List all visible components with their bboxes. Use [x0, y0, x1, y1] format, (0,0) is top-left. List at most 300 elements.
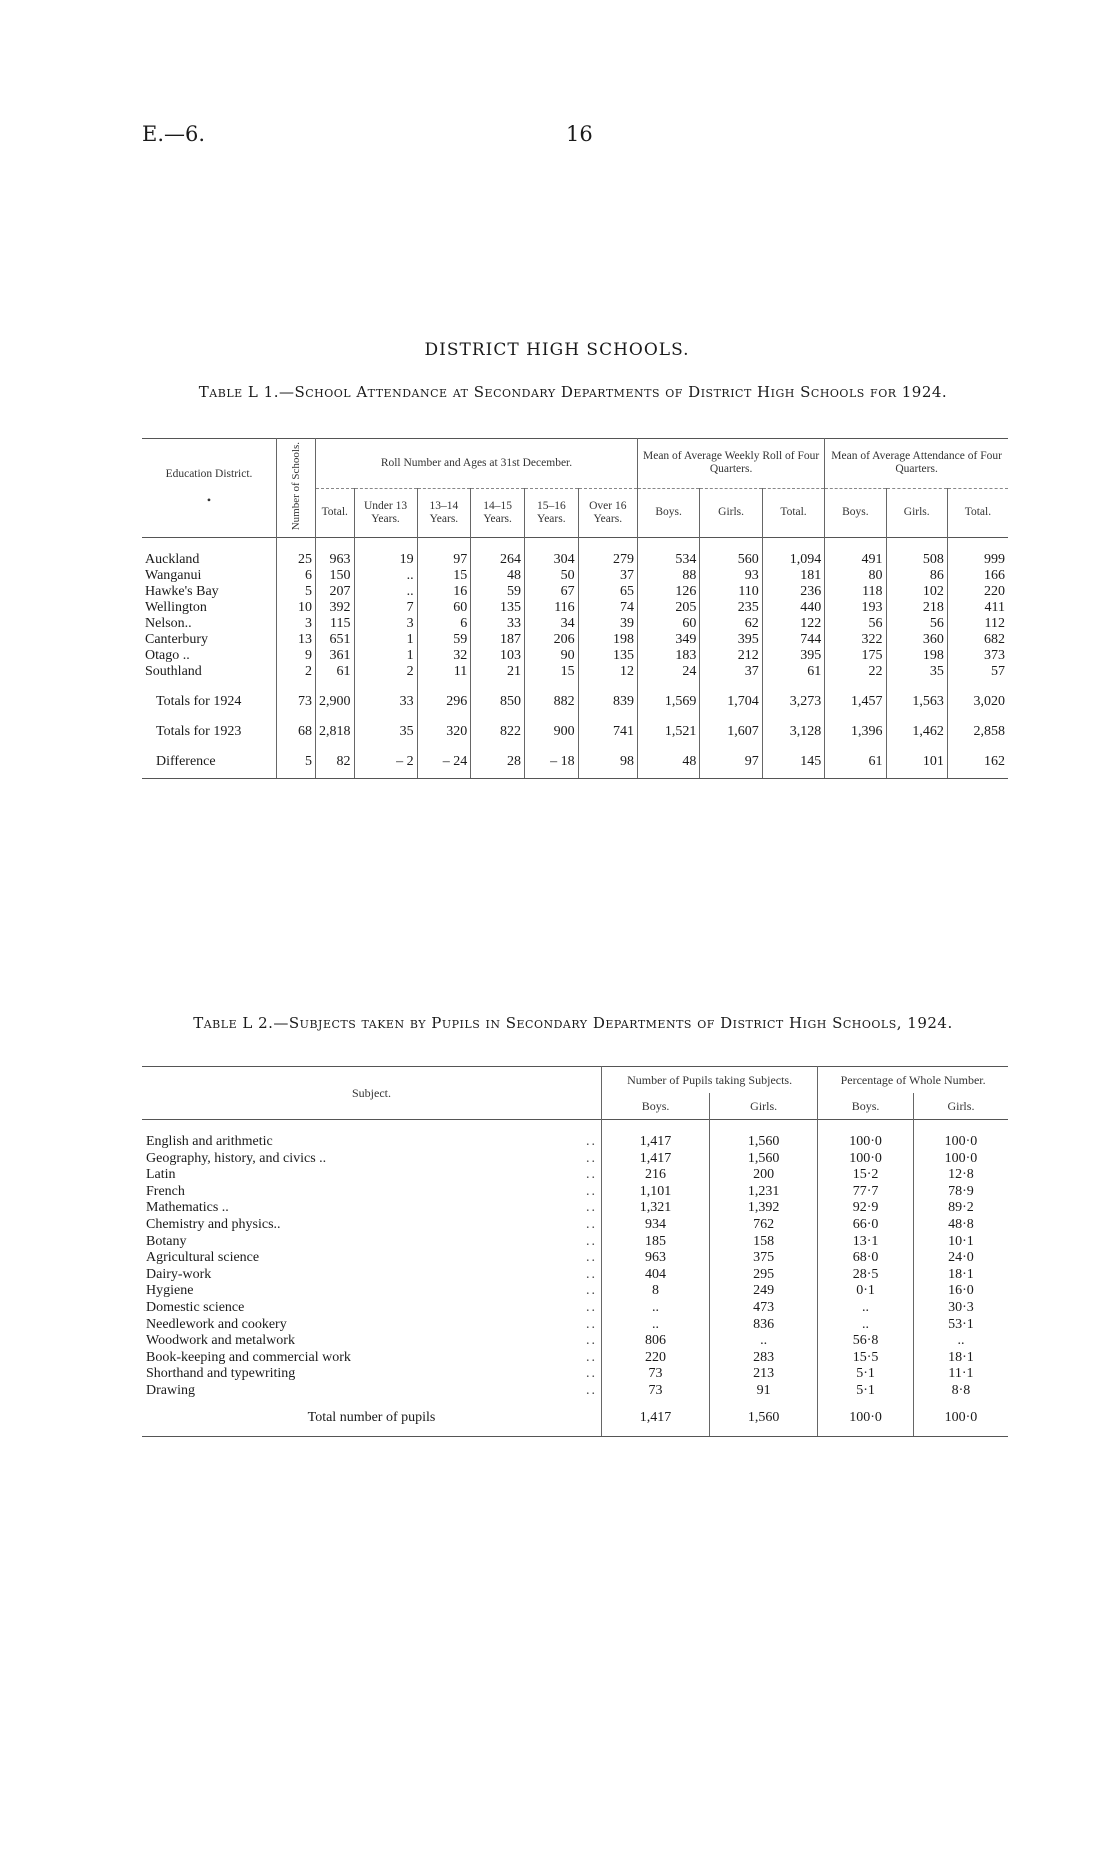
- table-cell: 18·1: [913, 1267, 1008, 1284]
- dot-leaders: ..: [586, 1382, 597, 1398]
- table-cell: 60: [417, 600, 471, 616]
- table-cell: 10: [277, 600, 316, 616]
- table-cell: 61: [762, 664, 824, 680]
- table-cell: 28: [471, 740, 525, 779]
- subject-cell: [142, 1333, 602, 1350]
- table-cell: 1,462: [886, 710, 947, 740]
- subject-label: Book-keeping and commercial work: [146, 1349, 351, 1365]
- subject-cell: [142, 1200, 602, 1217]
- table-row: [142, 616, 1008, 632]
- col-header: Boys.: [602, 1093, 710, 1120]
- table-cell: 3,128: [762, 710, 824, 740]
- table-cell: 220: [947, 584, 1008, 600]
- table-cell: 35: [886, 664, 947, 680]
- table-cell: ..: [602, 1300, 710, 1317]
- table-cell: 110: [700, 584, 762, 600]
- table-row: [142, 1217, 1008, 1234]
- table-cell: 88: [637, 568, 699, 584]
- table-cell: 21: [471, 664, 525, 680]
- table-cell: 207: [316, 584, 355, 600]
- table-cell: 181: [762, 568, 824, 584]
- subject-cell: [142, 1350, 602, 1367]
- table-cell: 118: [825, 584, 886, 600]
- table-cell: 212: [700, 648, 762, 664]
- dot-leaders: ..: [586, 1299, 597, 1315]
- table-cell: 59: [417, 632, 471, 648]
- dot-leaders: ..: [586, 1150, 597, 1166]
- table-cell: 360: [886, 632, 947, 648]
- table-cell: 882: [524, 680, 578, 710]
- table-cell: 98: [578, 740, 637, 779]
- subject-cell: [142, 1250, 602, 1267]
- table-row: [142, 538, 1008, 569]
- col-header: Total.: [947, 488, 1008, 538]
- col-header: Under 13 Years.: [354, 488, 417, 538]
- table-cell: 682: [947, 632, 1008, 648]
- table-cell: 15: [524, 664, 578, 680]
- table-cell: 1,321: [602, 1200, 710, 1217]
- table-cell: 91: [710, 1383, 818, 1400]
- table-cell: 6: [417, 616, 471, 632]
- table-cell: 1,396: [825, 710, 886, 740]
- table-cell: 116: [524, 600, 578, 616]
- table-cell: ..: [913, 1333, 1008, 1350]
- table-cell: 13·1: [818, 1234, 914, 1251]
- table-cell: 122: [762, 616, 824, 632]
- table-cell: 15: [417, 568, 471, 584]
- table-cell: 101: [886, 740, 947, 779]
- table-cell: 963: [316, 538, 355, 569]
- table-cell: 74: [578, 600, 637, 616]
- table-cell: 78·9: [913, 1184, 1008, 1201]
- table-cell: ..: [710, 1333, 818, 1350]
- table-row: [142, 632, 1008, 648]
- subject-cell: [142, 1184, 602, 1201]
- table-cell: 185: [602, 1234, 710, 1251]
- subject-cell: [142, 1283, 602, 1300]
- table-cell: 741: [578, 710, 637, 740]
- table-row: [142, 1234, 1008, 1251]
- dot-leaders: ..: [586, 1283, 597, 1299]
- table-cell: 3,273: [762, 680, 824, 710]
- table-cell: 16: [417, 584, 471, 600]
- table-cell: 198: [886, 648, 947, 664]
- dot-leaders: ..: [586, 1233, 597, 1249]
- subject-cell: [142, 1366, 602, 1383]
- subject-cell: [142, 1151, 602, 1168]
- subject-label: Hygiene: [146, 1283, 194, 1299]
- row-label: Southland: [145, 664, 202, 680]
- table-cell: 16·0: [913, 1283, 1008, 1300]
- table-cell: 1,417: [602, 1151, 710, 1168]
- table-cell: 93: [700, 568, 762, 584]
- table-cell: 264: [471, 538, 525, 569]
- table-cell: 361: [316, 648, 355, 664]
- subject-label: Geography, history, and civics ..: [146, 1150, 327, 1166]
- table-cell: 33: [354, 680, 417, 710]
- table-cell: 175: [825, 648, 886, 664]
- table-row: [142, 664, 1008, 680]
- table-cell: 77·7: [818, 1184, 914, 1201]
- table-cell: 320: [417, 710, 471, 740]
- table-cell: 216: [602, 1167, 710, 1184]
- subject-label: Woodwork and metalwork: [146, 1333, 295, 1349]
- table-cell: 19: [354, 538, 417, 569]
- table-cell: 66·0: [818, 1217, 914, 1234]
- table-cell: 166: [947, 568, 1008, 584]
- subject-label: French: [146, 1183, 185, 1199]
- dot-leaders: ..: [586, 1316, 597, 1332]
- table-cell: 1,563: [886, 680, 947, 710]
- table-cell: 22: [825, 664, 886, 680]
- table-cell: 8·8: [913, 1383, 1008, 1400]
- table-row: [142, 1267, 1008, 1284]
- table-cell: 135: [578, 648, 637, 664]
- table-row: [142, 1283, 1008, 1300]
- table-cell: 145: [762, 740, 824, 779]
- table-cell: 13: [277, 632, 316, 648]
- table-cell: 283: [710, 1350, 818, 1367]
- table-cell: 37: [578, 568, 637, 584]
- dot-leaders: ..: [586, 1183, 597, 1199]
- dot-leaders: ..: [586, 1333, 597, 1349]
- table-cell: 218: [886, 600, 947, 616]
- table-cell: 73: [602, 1383, 710, 1400]
- table-cell: 1,392: [710, 1200, 818, 1217]
- table-cell: ..: [602, 1317, 710, 1334]
- table-row: [142, 648, 1008, 664]
- table-cell: 162: [947, 740, 1008, 779]
- dot-leaders: ..: [586, 1266, 597, 1282]
- subject-cell: [142, 1300, 602, 1317]
- schools-header: Number of Schools.: [277, 439, 316, 538]
- table-cell: 1,101: [602, 1184, 710, 1201]
- table-cell: ..: [818, 1317, 914, 1334]
- subject-label: Drawing: [146, 1382, 195, 1398]
- table-cell: 963: [602, 1250, 710, 1267]
- table-cell: 28·5: [818, 1267, 914, 1284]
- table-row: [142, 1366, 1008, 1383]
- table-row: [142, 584, 1008, 600]
- table-cell: 2: [277, 664, 316, 680]
- table-cell: 2: [354, 664, 417, 680]
- table-cell: 9: [277, 648, 316, 664]
- attendance-group-header: Mean of Average Attendance of Four Quarters.: [825, 439, 1008, 489]
- table-cell: 100·0: [818, 1151, 914, 1168]
- table-cell: 53·1: [913, 1317, 1008, 1334]
- col-header: Boys.: [818, 1093, 914, 1120]
- table-cell: 100·0: [818, 1120, 914, 1151]
- number-group-header: Number of Pupils taking Subjects.: [602, 1067, 818, 1094]
- col-header: Girls.: [700, 488, 762, 538]
- table-cell: 183: [637, 648, 699, 664]
- table-cell: 5: [277, 740, 316, 779]
- table-cell: 100·0: [818, 1400, 914, 1437]
- subject-cell: [142, 1267, 602, 1284]
- table-row: [142, 1317, 1008, 1334]
- table-cell: 100·0: [913, 1151, 1008, 1168]
- table-row: [142, 1350, 1008, 1367]
- table-cell: 135: [471, 600, 525, 616]
- table-cell: 11·1: [913, 1366, 1008, 1383]
- table-cell: 48: [471, 568, 525, 584]
- table-cell: 296: [417, 680, 471, 710]
- table-cell: 73: [277, 680, 316, 710]
- table-cell: 90: [524, 648, 578, 664]
- table1-school-attendance: [142, 438, 1008, 779]
- row-label: Hawke's Bay: [145, 584, 219, 600]
- table-cell: ..: [354, 568, 417, 584]
- col-header: 13–14 Years.: [417, 488, 471, 538]
- page-number: 16: [566, 122, 593, 146]
- table-cell: 1,417: [602, 1120, 710, 1151]
- col-header: Total.: [762, 488, 824, 538]
- table-cell: 373: [947, 648, 1008, 664]
- row-label: Auckland: [145, 552, 200, 568]
- dot-leaders: ..: [586, 1200, 597, 1216]
- subject-label: Mathematics ..: [146, 1200, 229, 1216]
- table-cell: 2,900: [316, 680, 355, 710]
- table-cell: 205: [637, 600, 699, 616]
- subject-cell: [142, 1317, 602, 1334]
- table-cell: 404: [602, 1267, 710, 1284]
- table-cell: 850: [471, 680, 525, 710]
- table-cell: 279: [578, 538, 637, 569]
- subject-label: Chemistry and physics..: [146, 1216, 281, 1232]
- table-cell: 100·0: [913, 1120, 1008, 1151]
- table-cell: 97: [700, 740, 762, 779]
- col-header: Girls.: [886, 488, 947, 538]
- subject-label: Shorthand and typewriting: [146, 1366, 296, 1382]
- table-row: [142, 1333, 1008, 1350]
- table-cell: 56: [825, 616, 886, 632]
- table-row: [142, 1250, 1008, 1267]
- table-cell: 1: [354, 632, 417, 648]
- table-cell: 102: [886, 584, 947, 600]
- col-header: Over 16 Years.: [578, 488, 637, 538]
- table-cell: 806: [602, 1333, 710, 1350]
- table-cell: 395: [762, 648, 824, 664]
- table-cell: 1: [354, 648, 417, 664]
- subject-cell: [142, 1167, 602, 1184]
- table-cell: 59: [471, 584, 525, 600]
- dot-leaders: ..: [586, 1216, 597, 1232]
- table-cell: 411: [947, 600, 1008, 616]
- table-cell: 103: [471, 648, 525, 664]
- dot-leaders: ..: [586, 1250, 597, 1266]
- table-cell: 1,417: [602, 1400, 710, 1437]
- row-label: Totals for 1923: [156, 724, 242, 740]
- table-cell: 150: [316, 568, 355, 584]
- subject-label: Botany: [146, 1233, 187, 1249]
- table-cell: 1,560: [710, 1400, 818, 1437]
- row-label: Wanganui: [145, 568, 202, 584]
- table-cell: 25: [277, 538, 316, 569]
- table-cell: 236: [762, 584, 824, 600]
- table-cell: 200: [710, 1167, 818, 1184]
- total-label: Total number of pupils: [142, 1400, 602, 1437]
- table-cell: 7: [354, 600, 417, 616]
- table-cell: 440: [762, 600, 824, 616]
- table-cell: 295: [710, 1267, 818, 1284]
- table-cell: 48: [637, 740, 699, 779]
- table-cell: 1,457: [825, 680, 886, 710]
- table-cell: 97: [417, 538, 471, 569]
- table-cell: 187: [471, 632, 525, 648]
- row-label: Nelson..: [145, 616, 192, 632]
- table-cell: 60: [637, 616, 699, 632]
- table-cell: – 2: [354, 740, 417, 779]
- subject-label: English and arithmetic: [146, 1134, 273, 1149]
- table-cell: ..: [354, 584, 417, 600]
- table-cell: 65: [578, 584, 637, 600]
- table-cell: 822: [471, 710, 525, 740]
- table-cell: 12: [578, 664, 637, 680]
- table-cell: 56·8: [818, 1333, 914, 1350]
- table-cell: 322: [825, 632, 886, 648]
- table-cell: 18·1: [913, 1350, 1008, 1367]
- subject-label: Needlework and cookery: [146, 1316, 287, 1332]
- table-cell: 1,094: [762, 538, 824, 569]
- table-cell: 61: [825, 740, 886, 779]
- table-cell: 10·1: [913, 1234, 1008, 1251]
- table-cell: 37: [700, 664, 762, 680]
- row-label: Wellington: [145, 600, 207, 616]
- table-cell: 5·1: [818, 1366, 914, 1383]
- roll-group-header: Roll Number and Ages at 31st December.: [316, 439, 638, 489]
- table-cell: 8: [602, 1283, 710, 1300]
- table-row: [142, 600, 1008, 616]
- table-cell: 534: [637, 538, 699, 569]
- subject-cell: [142, 1383, 602, 1400]
- table-cell: 249: [710, 1283, 818, 1300]
- subject-label: Agricultural science: [146, 1250, 260, 1266]
- table-cell: 206: [524, 632, 578, 648]
- table-cell: 100·0: [913, 1400, 1008, 1437]
- table-cell: 392: [316, 600, 355, 616]
- table-cell: 126: [637, 584, 699, 600]
- table-cell: 1,569: [637, 680, 699, 710]
- table-cell: 5·1: [818, 1383, 914, 1400]
- table-cell: 50: [524, 568, 578, 584]
- totals-row: [142, 740, 1008, 779]
- percent-group-header: Percentage of Whole Number.: [818, 1067, 1008, 1094]
- table-row: [142, 1120, 1008, 1151]
- table-cell: 115: [316, 616, 355, 632]
- table-cell: 839: [578, 680, 637, 710]
- table-cell: 491: [825, 538, 886, 569]
- table-cell: 61: [316, 664, 355, 680]
- subject-cell: [142, 1234, 602, 1251]
- subject-cell: [142, 1120, 602, 1151]
- row-label: Totals for 1924: [156, 694, 242, 710]
- table-cell: 2,858: [947, 710, 1008, 740]
- table-cell: 473: [710, 1300, 818, 1317]
- totals-row: [142, 680, 1008, 710]
- table-cell: 3,020: [947, 680, 1008, 710]
- table-cell: 82: [316, 740, 355, 779]
- table-cell: 349: [637, 632, 699, 648]
- col-header: Boys.: [637, 488, 699, 538]
- table-cell: ..: [818, 1300, 914, 1317]
- table-cell: 193: [825, 600, 886, 616]
- table-cell: 68·0: [818, 1250, 914, 1267]
- col-header: Total.: [316, 488, 355, 538]
- table-cell: 12·8: [913, 1167, 1008, 1184]
- table-cell: 86: [886, 568, 947, 584]
- row-label: Otago ..: [145, 648, 190, 664]
- district-header: Education District. •: [142, 439, 277, 538]
- weekly-roll-group-header: Mean of Average Weekly Roll of Four Quarters.: [637, 439, 824, 489]
- table-cell: 235: [700, 600, 762, 616]
- table-cell: 762: [710, 1217, 818, 1234]
- table-cell: 213: [710, 1366, 818, 1383]
- table1-caption: Table L 1.—School Attendance at Secondary Departments of District High Schools for 1924.: [198, 383, 948, 401]
- table-cell: 220: [602, 1350, 710, 1367]
- table2-subjects: [142, 1066, 1008, 1437]
- table-row: [142, 1200, 1008, 1217]
- dot-leaders: ..: [586, 1349, 597, 1365]
- table-cell: 744: [762, 632, 824, 648]
- table-cell: 80: [825, 568, 886, 584]
- page-reference: E.—6.: [142, 122, 206, 146]
- table-cell: 508: [886, 538, 947, 569]
- table-row: [142, 1383, 1008, 1400]
- table-row: [142, 1184, 1008, 1201]
- row-label: Difference: [142, 740, 277, 779]
- dot-leaders: ..: [586, 1134, 597, 1149]
- col-header: Boys.: [825, 488, 886, 538]
- table-cell: 836: [710, 1317, 818, 1334]
- table-cell: – 24: [417, 740, 471, 779]
- table-cell: 112: [947, 616, 1008, 632]
- table-cell: 651: [316, 632, 355, 648]
- table-cell: 1,231: [710, 1184, 818, 1201]
- table-cell: 6: [277, 568, 316, 584]
- subject-label: Latin: [146, 1167, 176, 1183]
- table-cell: 11: [417, 664, 471, 680]
- dot-leaders: ..: [586, 1366, 597, 1382]
- table-cell: 3: [277, 616, 316, 632]
- table-cell: 2,818: [316, 710, 355, 740]
- table-cell: 5: [277, 584, 316, 600]
- table-cell: 30·3: [913, 1300, 1008, 1317]
- table-cell: 57: [947, 664, 1008, 680]
- table-cell: 304: [524, 538, 578, 569]
- table-cell: 48·8: [913, 1217, 1008, 1234]
- table-cell: 158: [710, 1234, 818, 1251]
- table-cell: 0·1: [818, 1283, 914, 1300]
- table-row: [142, 1300, 1008, 1317]
- table-cell: 1,560: [710, 1151, 818, 1168]
- table-cell: 62: [700, 616, 762, 632]
- totals-row: [142, 710, 1008, 740]
- table-cell: 999: [947, 538, 1008, 569]
- table-row: [142, 568, 1008, 584]
- table-cell: 900: [524, 710, 578, 740]
- table-cell: 1,704: [700, 680, 762, 710]
- table-cell: 68: [277, 710, 316, 740]
- table-cell: 73: [602, 1366, 710, 1383]
- table-cell: 375: [710, 1250, 818, 1267]
- table-cell: 34: [524, 616, 578, 632]
- table-cell: 560: [700, 538, 762, 569]
- table-cell: 67: [524, 584, 578, 600]
- table-cell: 1,521: [637, 710, 699, 740]
- table-cell: 89·2: [913, 1200, 1008, 1217]
- col-header: 15–16 Years.: [524, 488, 578, 538]
- subject-label: Dairy-work: [146, 1266, 212, 1282]
